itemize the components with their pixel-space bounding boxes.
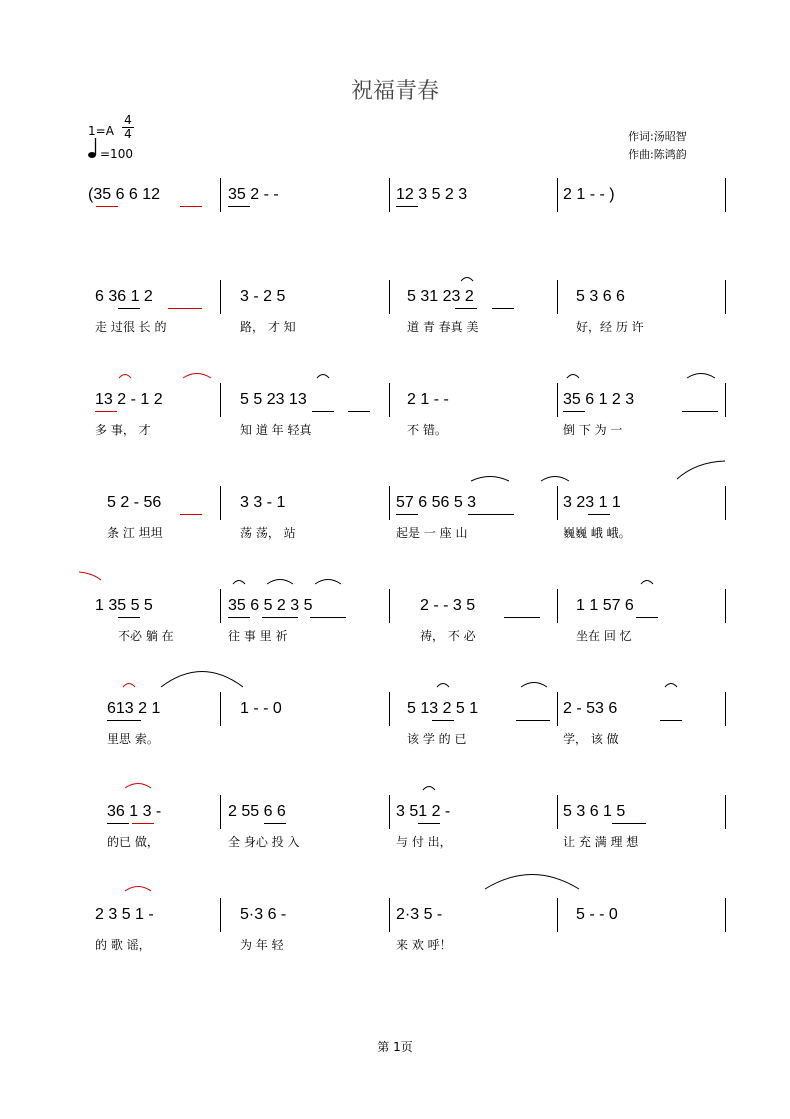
- barline: [725, 589, 726, 623]
- barline: [725, 383, 726, 417]
- lyric-line: 荡 荡， 站: [240, 526, 296, 540]
- beam-underline: [396, 206, 418, 207]
- barline: [220, 178, 221, 212]
- lyric-line: 多 事， 才: [95, 423, 151, 437]
- tempo-marking: =100: [100, 147, 133, 161]
- beam-underline: [264, 823, 286, 824]
- measure-notes: 5 5 23 13: [240, 391, 307, 408]
- beam-underline: [228, 617, 250, 618]
- slur-mark: [118, 371, 132, 379]
- barline: [557, 178, 558, 212]
- barline: [557, 795, 558, 829]
- beam-underline: [468, 514, 514, 515]
- beam-underline: [262, 617, 298, 618]
- slur-mark: [78, 571, 102, 581]
- measure-notes: 5 13 2 5 1: [407, 700, 479, 717]
- beam-underline: [168, 308, 202, 309]
- beam-underline: [504, 617, 540, 618]
- measure-notes: 5 - - 0: [576, 906, 618, 923]
- slur-mark: [316, 371, 330, 379]
- beam-underline: [132, 823, 154, 824]
- lyric-line: 道 青 春真 美: [407, 320, 479, 334]
- barline: [557, 898, 558, 932]
- lyric-line: 倒 下 为 一: [563, 423, 623, 437]
- measure-notes: 5 31 23 2: [407, 288, 474, 305]
- beam-underline: [107, 823, 129, 824]
- barline: [220, 486, 221, 520]
- measure-notes: 3 3 - 1: [240, 494, 286, 511]
- slur-mark: [470, 472, 510, 482]
- barline: [725, 280, 726, 314]
- measure-notes: 13 2 - 1 2: [95, 391, 163, 408]
- barline: [725, 178, 726, 212]
- measure-notes: 1 1 57 6: [576, 597, 634, 614]
- score-system-1: [0, 186, 790, 256]
- slur-mark: [640, 577, 654, 585]
- key-signature: 1=A: [88, 124, 114, 138]
- barline: [389, 898, 390, 932]
- measure-notes: 3 23 1 1: [563, 494, 621, 511]
- score-system-4: [0, 494, 790, 564]
- barline: [725, 486, 726, 520]
- lyric-line: 让 充 满 理 想: [563, 835, 639, 849]
- score-system-6: [0, 700, 790, 770]
- time-signature-bottom: 4: [122, 127, 134, 141]
- beam-underline: [455, 308, 477, 309]
- measure-notes: 5·3 6 -: [240, 906, 287, 923]
- measure-notes: 2 - - 3 5: [420, 597, 476, 614]
- barline: [389, 486, 390, 520]
- slur-mark: [160, 666, 244, 688]
- barline: [220, 795, 221, 829]
- beam-underline: [96, 206, 118, 207]
- slur-mark: [436, 680, 450, 688]
- lyric-line: 走 过很 长 的: [95, 320, 167, 334]
- measure-notes: 2 1 - - ): [563, 186, 615, 203]
- score-system-5: [0, 597, 790, 667]
- barline: [389, 383, 390, 417]
- lyric-line: 该 学 的 已: [407, 732, 467, 746]
- measure-notes: 2 - 53 6: [563, 700, 618, 717]
- lyric-line: 好，经 历 许: [576, 320, 644, 334]
- beam-underline: [180, 206, 202, 207]
- score-system-7: [0, 803, 790, 873]
- beam-underline: [312, 411, 334, 412]
- beam-underline: [660, 720, 682, 721]
- slur-mark: [566, 371, 580, 379]
- lyric-line: 祷， 不 必: [420, 629, 476, 643]
- barline: [220, 589, 221, 623]
- beam-underline: [95, 411, 117, 412]
- measure-notes: 2 3 5 1 -: [95, 906, 154, 923]
- score-system-8: [0, 906, 790, 976]
- measure-notes: 35 2 - -: [228, 186, 279, 203]
- barline: [389, 795, 390, 829]
- lyric-line: 起是 一 座 山: [396, 526, 468, 540]
- score-system-2: [0, 288, 790, 358]
- barline: [557, 280, 558, 314]
- measure-notes: 5 3 6 1 5: [563, 803, 626, 820]
- beam-underline: [396, 514, 418, 515]
- slur-mark: [182, 369, 212, 379]
- lyric-line: 的已 做，: [107, 835, 159, 849]
- quarter-note-icon: [88, 137, 98, 159]
- beam-underline: [492, 308, 514, 309]
- beam-underline: [107, 720, 141, 721]
- beam-underline: [588, 514, 610, 515]
- slur-mark: [676, 460, 726, 480]
- beam-underline: [563, 411, 585, 412]
- barline: [220, 898, 221, 932]
- lyric-line: 不必 躺 在: [118, 629, 174, 643]
- composer-credit: 作曲:陈鸿韵: [628, 148, 687, 161]
- barline: [220, 383, 221, 417]
- barline: [557, 486, 558, 520]
- beam-underline: [432, 720, 454, 721]
- time-signature-top: 4: [124, 113, 132, 127]
- measure-notes: 2·3 5 -: [396, 906, 443, 923]
- measure-notes: 12 3 5 2 3: [396, 186, 468, 203]
- barline: [220, 280, 221, 314]
- beam-underline: [682, 411, 718, 412]
- beam-underline: [180, 514, 202, 515]
- slur-mark: [124, 882, 152, 892]
- score-system-3: [0, 391, 790, 461]
- slur-mark: [520, 678, 548, 688]
- barline: [220, 692, 221, 726]
- barline: [389, 178, 390, 212]
- lyric-line: 坐在 回 忆: [576, 629, 632, 643]
- slur-mark: [422, 783, 436, 791]
- slur-mark: [540, 472, 570, 482]
- lyricist-credit: 作词:汤昭智: [628, 130, 687, 143]
- measure-notes: 6 36 1 2: [95, 288, 153, 305]
- slur-mark: [122, 680, 136, 688]
- measure-notes: 1 - - 0: [240, 700, 282, 717]
- barline: [725, 898, 726, 932]
- measure-notes: 2 1 - -: [407, 391, 449, 408]
- measure-notes: 57 6 56 5 3: [396, 494, 477, 511]
- measure-notes: 35 6 5 2 3 5: [228, 597, 313, 614]
- lyric-line: 为 年 轻: [240, 938, 284, 952]
- slur-mark: [484, 870, 580, 890]
- slur-mark: [314, 575, 342, 585]
- slur-mark: [686, 369, 716, 379]
- barline: [389, 280, 390, 314]
- lyric-line: 路， 才 知: [240, 320, 296, 334]
- beam-underline: [636, 617, 658, 618]
- measure-notes: (35 6 6 12: [88, 186, 161, 203]
- lyric-line: 来 欢 呼！: [396, 938, 452, 952]
- lyric-line: 与 付 出，: [396, 835, 452, 849]
- measure-notes: 2 55 6 6: [228, 803, 286, 820]
- slur-mark: [460, 274, 474, 282]
- score-title: 祝福青春: [350, 79, 439, 104]
- lyric-line: 全 身心 投 入: [228, 835, 300, 849]
- measure-notes: 36 1 3 -: [107, 803, 162, 820]
- slur-mark: [266, 575, 294, 585]
- barline: [725, 795, 726, 829]
- beam-underline: [348, 411, 370, 412]
- lyric-line: 往 事 里 祈: [228, 629, 288, 643]
- measure-notes: 35 6 1 2 3: [563, 391, 635, 408]
- measure-notes: 1 35 5 5: [95, 597, 153, 614]
- beam-underline: [118, 617, 140, 618]
- measure-notes: 5 2 - 56: [107, 494, 162, 511]
- beam-underline: [516, 720, 550, 721]
- lyric-line: 条 江 坦坦: [107, 526, 163, 540]
- time-signature: [122, 114, 134, 141]
- slur-mark: [664, 680, 678, 688]
- barline: [557, 589, 558, 623]
- lyric-line: 的 歌 谣，: [95, 938, 151, 952]
- slur-mark: [232, 577, 246, 585]
- barline: [557, 383, 558, 417]
- lyric-line: 学， 该 做: [563, 732, 619, 746]
- beam-underline: [418, 823, 440, 824]
- barline: [389, 692, 390, 726]
- credits: [628, 128, 687, 164]
- beam-underline: [612, 823, 646, 824]
- lyric-line: 知 道 年 轻真: [240, 423, 312, 437]
- beam-underline: [310, 617, 346, 618]
- measure-notes: 5 3 6 6: [576, 288, 625, 305]
- page-number: 第 1页: [377, 1040, 413, 1054]
- measure-notes: 3 - 2 5: [240, 288, 286, 305]
- lyric-line: 里思 索。: [107, 732, 159, 746]
- beam-underline: [228, 206, 250, 207]
- measure-notes: 613 2 1: [107, 700, 161, 717]
- barline: [389, 589, 390, 623]
- lyric-line: 不 错。: [407, 423, 447, 437]
- beam-underline: [118, 308, 140, 309]
- barline: [557, 692, 558, 726]
- barline: [725, 692, 726, 726]
- measure-notes: 3 51 2 -: [396, 803, 451, 820]
- slur-mark: [124, 779, 152, 789]
- lyric-line: 巍巍 峨 峨。: [563, 526, 631, 540]
